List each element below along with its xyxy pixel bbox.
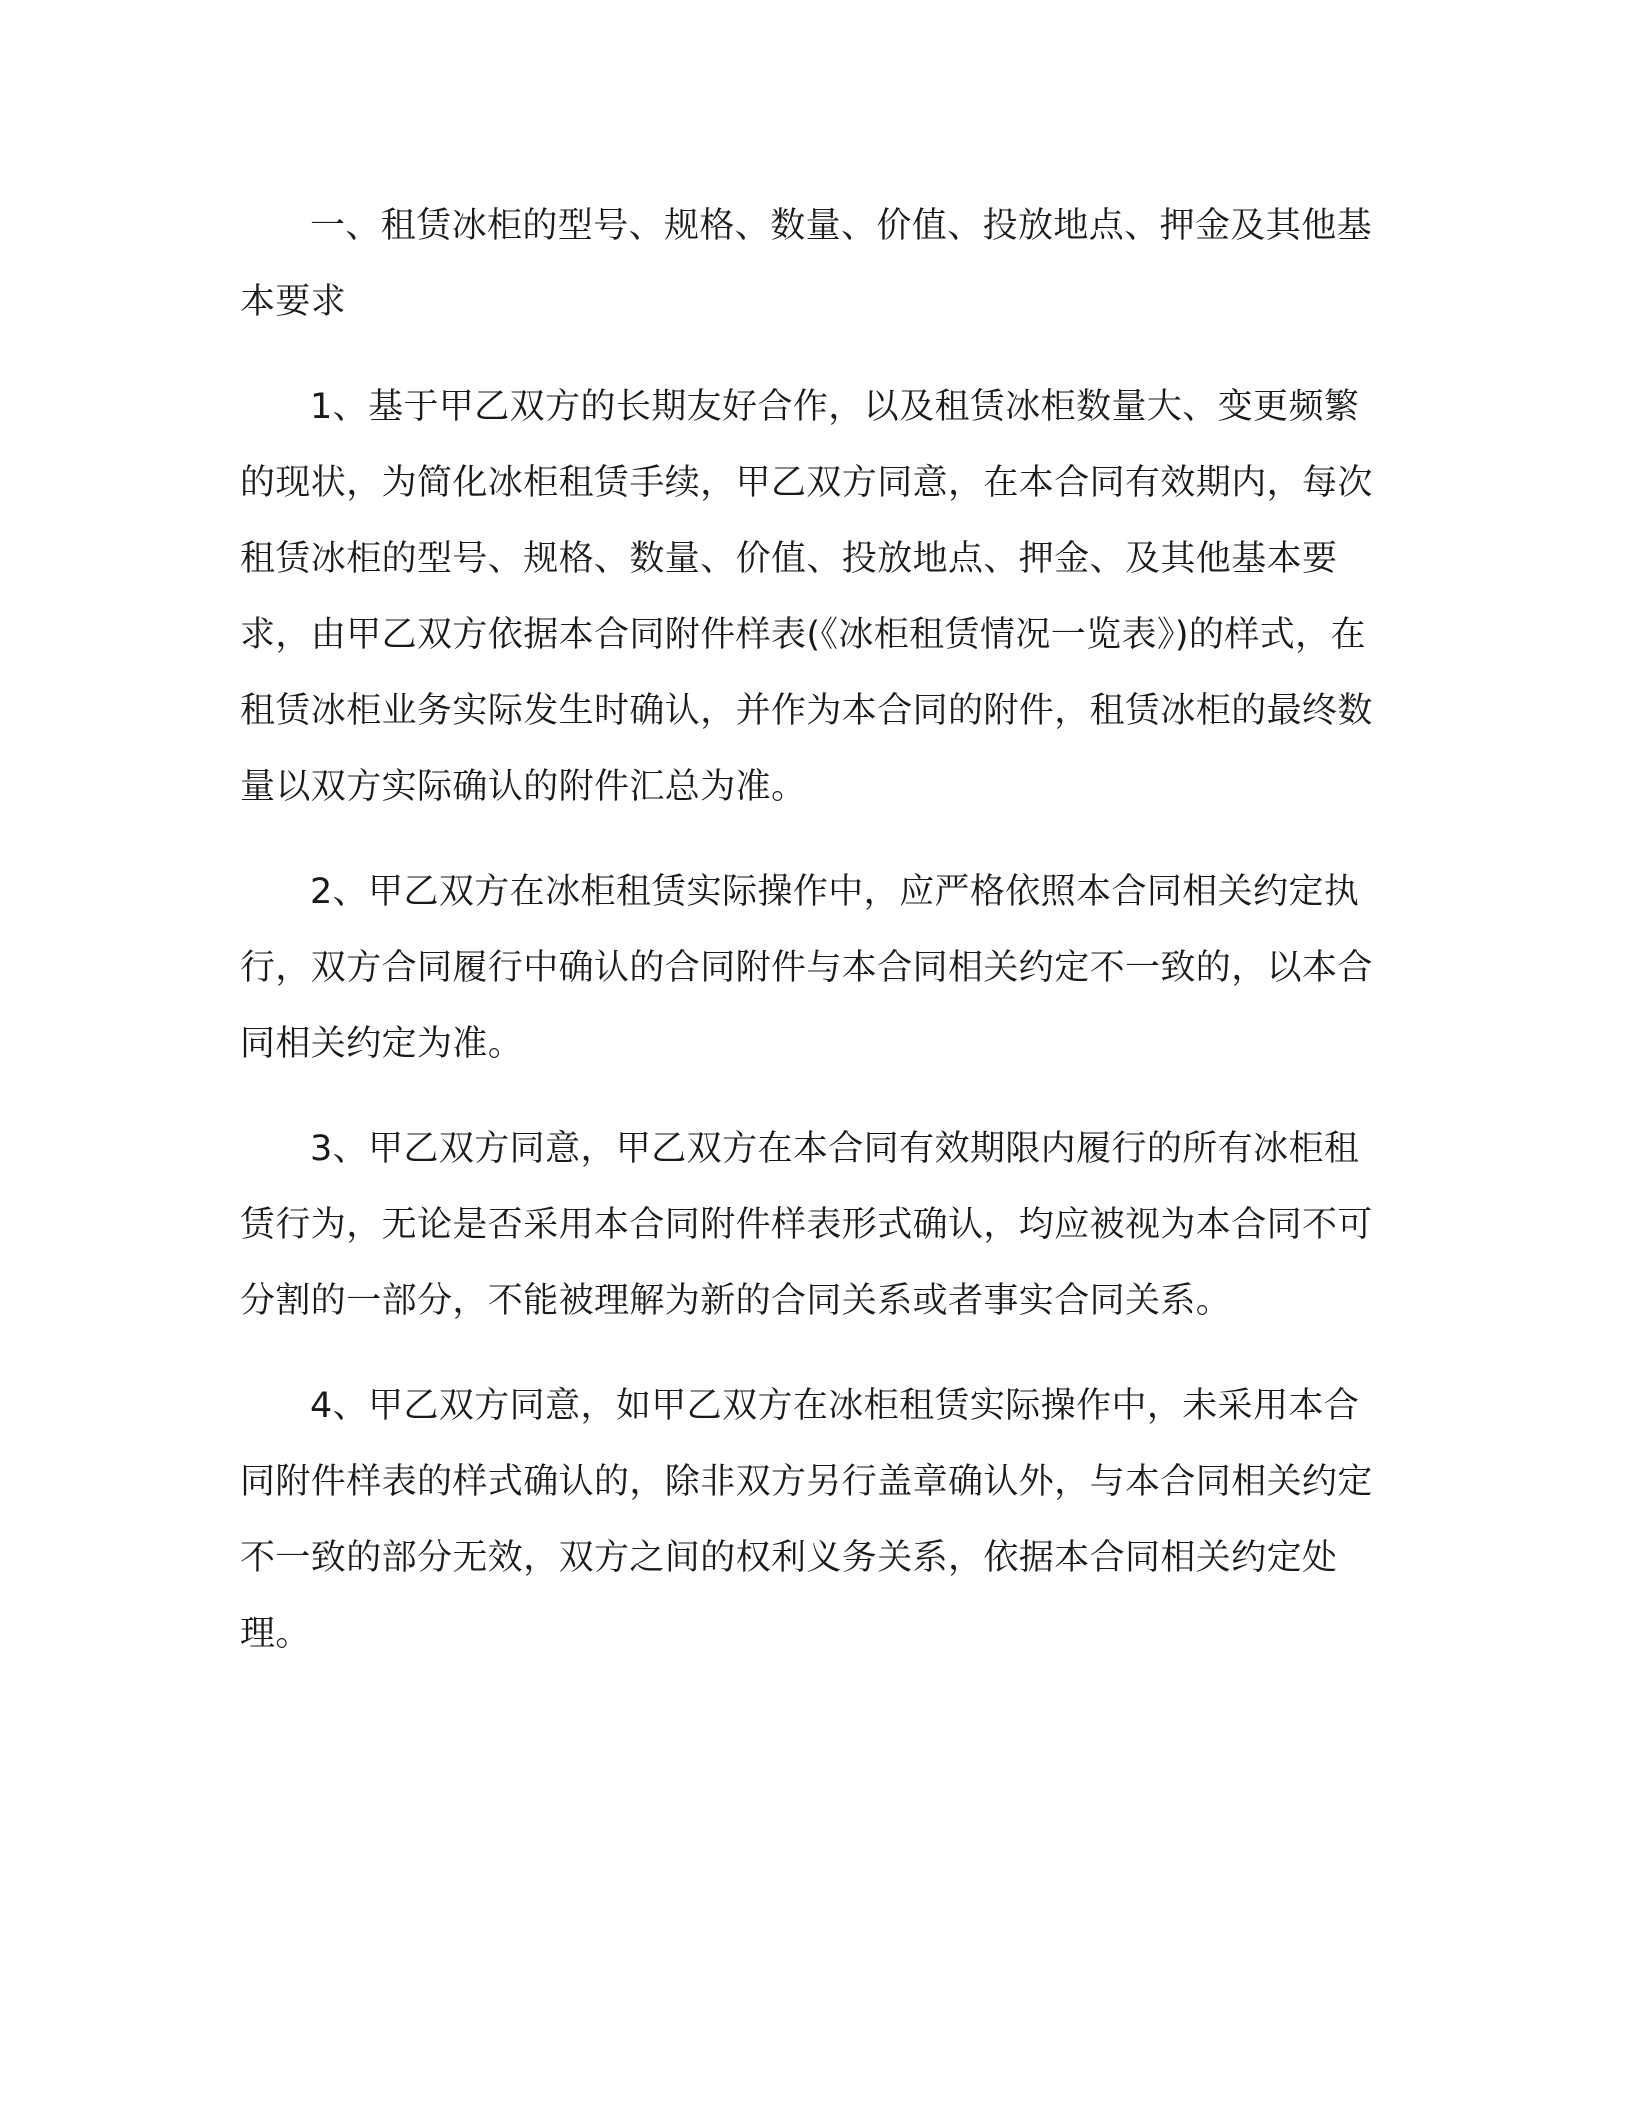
clause-1: 1、基于甲乙双方的长期友好合作，以及租赁冰柜数量大、变更频繁的现状，为简化冰柜租赁手续，甲乙双方同意，在本合同有效期内，每次租赁冰柜的型号、规格、数量、价值、投放地点、押金、及其他基本要求，由甲乙双方依据本合同附件样表(《冰柜租赁情况一览表》)的样式，在租赁冰柜业务实际发生时确认，并作为本合同的附件，租赁冰柜的最终数量以双方实际确认的附件汇总为准。	[240, 387, 1373, 807]
clause-4: 4、甲乙双方同意，如甲乙双方在冰柜租赁实际操作中，未采用本合同附件样表的样式确认的，除非双方另行盖章确认外，与本合同相关约定不一致的部分无效，双方之间的权利义务关系，依据本合同相关约定处理。	[240, 1386, 1373, 1654]
section-heading: 一、租赁冰柜的型号、规格、数量、价值、投放地点、押金及其他基本要求	[240, 206, 1373, 322]
document-body	[240, 188, 1390, 1701]
clause-3: 3、甲乙双方同意，甲乙双方在本合同有效期限内履行的所有冰柜租赁行为，无论是否采用本合同附件样表形式确认，均应被视为本合同不可分割的一部分，不能被理解为新的合同关系或者事实合同关系。	[240, 1129, 1373, 1321]
clause-2: 2、甲乙双方在冰柜租赁实际操作中，应严格依照本合同相关约定执行，双方合同履行中确认的合同附件与本合同相关约定不一致的，以本合同相关约定为准。	[240, 872, 1373, 1064]
